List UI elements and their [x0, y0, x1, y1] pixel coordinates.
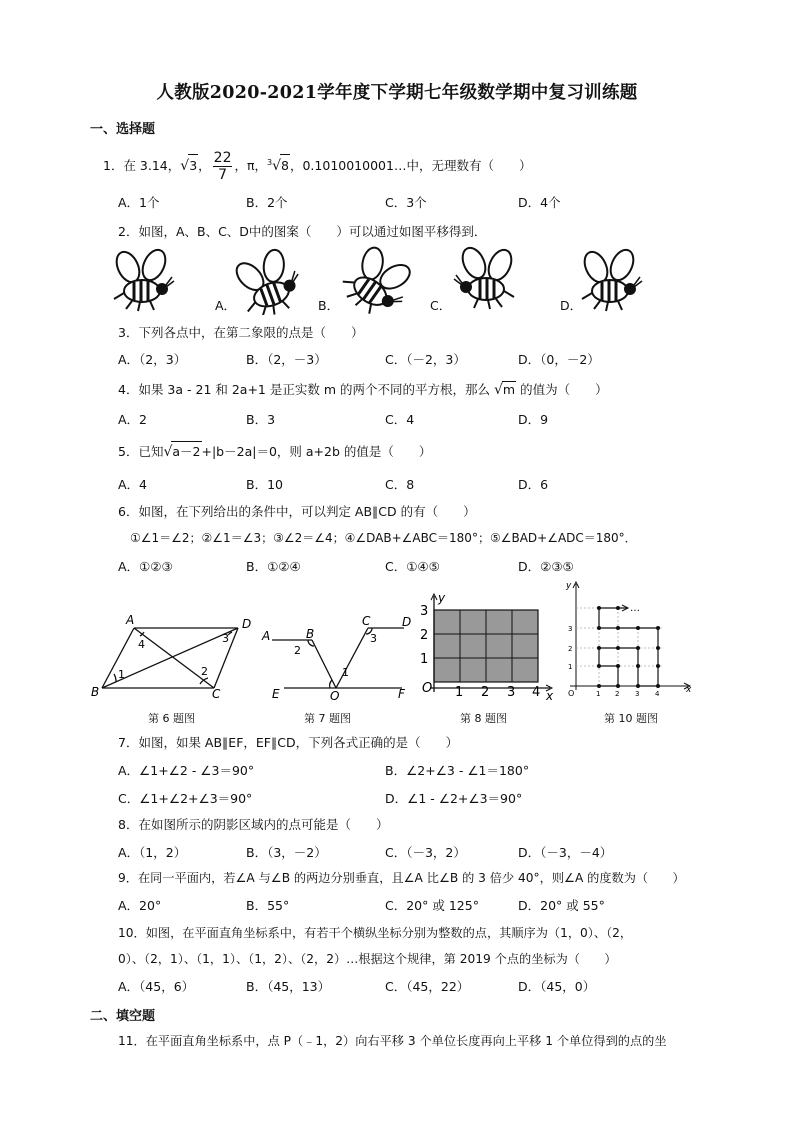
fig6-angle-2: 2 [201, 665, 208, 678]
q5-tail: ，则 a+2b 的值是（ ） [276, 444, 432, 459]
q9-option-b: B．55° [246, 898, 290, 913]
q4-option-d: D．9 [518, 412, 549, 427]
q4-option-c: C．4 [385, 412, 415, 427]
q1-fraction [213, 150, 233, 183]
q2-label-c: C． [430, 298, 452, 313]
fig8-xtick-1: 1 [455, 685, 464, 700]
fig10-ytick-2: 2 [568, 645, 573, 653]
question-1: 1．在 3.14，√3， $\frac{22}{7}$ ，π，$^3$√8，0.1010010001…中，无理数有（ ） [103, 150, 532, 183]
fig6-label-a: A [126, 613, 135, 627]
section-heading-choice: 一、选择题 [90, 122, 156, 137]
fig7-angle-3: 3 [370, 632, 377, 645]
question-3: 3．下列各点中，在第二象限的点是（ ） [118, 325, 364, 340]
fig8-xtick-4: 4 [532, 685, 541, 700]
figure-7 [258, 610, 418, 702]
q9-option-a: A．20° [118, 898, 162, 913]
fig8-ytick-1: 1 [420, 652, 429, 667]
q2-bee-figures [100, 245, 700, 315]
fig7-label-e: E [272, 687, 280, 701]
question-10-line-2: 0）、（2，1）、（1，1）、（1，2）、（2，2）…根据这个规律，第 2019 个点的坐标为（ ） [118, 952, 617, 966]
q8-option-a: A．（1，2） [118, 845, 187, 860]
fig10-caption: 第 10 题图 [604, 712, 658, 725]
q1-tail: ，0.1010010001…中，无理数有（ ） [289, 158, 532, 173]
q1-cube-index: 3 [267, 157, 273, 167]
q1-cbrt8: 8 [280, 154, 290, 177]
fig6-angle-1: 1 [118, 668, 125, 681]
q3-option-c: C．（－2，3） [385, 352, 466, 367]
q8-option-b: B．（3，－2） [246, 845, 327, 860]
q4-sqrt-m: m [502, 382, 516, 397]
q7-option-a: A．∠1+∠2 - ∠3＝90° [118, 763, 255, 778]
question-2: 2．如图，A、B、C、D中的图案（ ）可以通过如图平移得到． [118, 224, 487, 239]
q8-option-c: C．（－3，2） [385, 845, 466, 860]
q1-fraction-den: 7 [218, 167, 228, 183]
q3-option-b: B．（2，－3） [246, 352, 327, 367]
fig6-label-c: C [212, 687, 221, 701]
fig10-xtick-2: 2 [615, 690, 620, 698]
q1-mid: ，π， [234, 158, 268, 173]
fig10-ytick-1: 1 [568, 663, 573, 671]
question-9: 9．在同一平面内，若∠A 与∠B 的两边分别垂直，且∠A 比∠B 的 3 倍少 40°，则∠A 的度数为（ ） [118, 871, 685, 885]
q1-option-b: B．2个 [246, 195, 288, 210]
q9-option-c: C．20° 或 125° [385, 898, 479, 913]
fig8-y-label: y [438, 592, 446, 605]
bee-option-b-icon [334, 245, 422, 315]
question-7: 7．如图，如果 AB∥EF，EF∥CD，下列各式正确的是（ ） [118, 735, 459, 750]
q4-option-b: B．3 [246, 412, 276, 427]
q7-option-c: C．∠1+∠2+∠3＝90° [118, 791, 253, 806]
q1-option-a: A．1个 [118, 195, 160, 210]
q10-option-b: B．（45，13） [246, 979, 331, 994]
q5-prefix: 5．已知 [118, 444, 164, 459]
bee-original-icon [112, 246, 174, 311]
q6-option-b: B．①②④ [246, 559, 301, 574]
fig7-label-o: O [330, 689, 340, 702]
q5-option-a: A．4 [118, 477, 148, 492]
section-heading-fill: 二、填空题 [90, 1009, 156, 1024]
q4-tail: 的值为（ ） [520, 382, 608, 397]
fig7-caption: 第 7 题图 [304, 712, 351, 725]
q1-option-c: C．3个 [385, 195, 427, 210]
q1-fraction-num: 22 [213, 150, 232, 166]
q6-option-d: D．②③⑤ [518, 559, 574, 574]
fig6-angle-3: 3 [222, 632, 229, 645]
fig10-xtick-4: 4 [655, 690, 660, 698]
page-title: 人教版2020-2021学年度下学期七年级数学期中复习训练题 [156, 83, 638, 103]
q10-option-a: A．（45，6） [118, 979, 195, 994]
q3-option-a: A．（2，3） [118, 352, 187, 367]
fig7-label-d: D [402, 615, 412, 629]
q4-option-a: A．2 [118, 412, 148, 427]
q10-option-c: C．（45，22） [385, 979, 470, 994]
q7-option-d: D．∠1 - ∠2+∠3＝90° [385, 791, 523, 806]
question-8: 8．在如图所示的阴影区域内的点可能是（ ） [118, 817, 389, 832]
bee-option-c-icon [454, 245, 516, 309]
question-5: 5．已知√a－2+|b－2a|＝0，则 a+2b 的值是（ ） [118, 441, 431, 460]
question-11: 11．在平面直角坐标系中，点 P（﹣1，2）向右平移 3 个单位长度再向上平移 1 个单位得到的点的坐 [118, 1034, 667, 1048]
fig8-ytick-2: 2 [420, 628, 429, 643]
fig10-xtick-3: 3 [635, 690, 640, 698]
fig7-label-a: A [262, 629, 271, 643]
q6-option-a: A．①②③ [118, 559, 173, 574]
q4-prefix: 4．如果 3a - 21 和 2a+1 是正实数 m 的两个不同的平方根，那么 [118, 382, 490, 397]
q10-option-d: D．（45，0） [518, 979, 596, 994]
q2-label-a: A． [215, 298, 237, 313]
q6-conditions: ①∠1＝∠2；②∠1＝∠3；③∠2＝∠4；④∠DAB+∠ABC＝180°；⑤∠BAD+∠ADC＝180°． [130, 531, 637, 545]
bee-option-a-icon [228, 245, 308, 315]
question-6: 6．如图，在下列给出的条件中，可以判定 AB∥CD 的有（ ） [118, 504, 476, 519]
fig6-label-b: B [91, 685, 100, 699]
fig7-label-f: F [398, 687, 405, 701]
q2-label-d: D． [560, 298, 583, 313]
fig10-origin: O [568, 689, 575, 698]
q1-option-d: D．4个 [518, 195, 561, 210]
fig10-x-label: x [686, 685, 692, 695]
q1-sep: ， [198, 158, 211, 173]
bee-option-d-icon [580, 246, 642, 311]
q5-option-b: B．10 [246, 477, 283, 492]
fig8-x-label: x [546, 689, 554, 702]
fig10-ytick-3: 3 [568, 625, 573, 633]
figure-6 [88, 610, 258, 702]
q7-option-b: B．∠2+∠3 - ∠1＝180° [385, 763, 530, 778]
q2-label-b: B． [318, 298, 340, 313]
fig10-xtick-1: 1 [596, 690, 601, 698]
fig8-xtick-3: 3 [507, 685, 516, 700]
q5-sqrt: a－2 [171, 441, 201, 460]
figure-8 [416, 592, 560, 702]
fig8-xtick-2: 2 [481, 685, 490, 700]
fig7-angle-2: 2 [294, 644, 301, 657]
q9-option-d: D．20° 或 55° [518, 898, 605, 913]
fig8-ytick-3: 3 [420, 604, 429, 619]
fig7-label-b: B [306, 627, 315, 641]
question-10-line-1: 10．如图，在平面直角坐标系中，有若干个横纵坐标分别为整数的点，其顺序为（1，0）、（2， [118, 926, 633, 940]
fig10-continuation-dots: … [630, 603, 640, 614]
fig10-path [599, 608, 658, 686]
fig6-caption: 第 6 题图 [148, 712, 195, 725]
q5-option-d: D．6 [518, 477, 549, 492]
fig7-angle-1: 1 [342, 666, 349, 679]
q1-sqrt3: 3 [188, 154, 198, 177]
q3-option-d: D．（0，－2） [518, 352, 600, 367]
fig7-label-c: C [362, 614, 371, 628]
figure-10 [562, 578, 698, 702]
fig6-angle-4: 4 [138, 638, 145, 651]
q1-prefix: 1．在 3.14， [103, 158, 181, 173]
q5-abs: +|b－2a|＝0 [201, 444, 277, 459]
q8-option-d: D．（－3，－4） [518, 845, 613, 860]
q6-option-c: C．①④⑤ [385, 559, 440, 574]
q5-option-c: C．8 [385, 477, 415, 492]
fig8-origin: O [422, 681, 433, 696]
fig8-caption: 第 8 题图 [460, 712, 507, 725]
fig6-label-d: D [242, 617, 252, 631]
fig10-y-label: y [566, 581, 572, 591]
question-4: 4．如果 3a - 21 和 2a+1 是正实数 m 的两个不同的平方根，那么 √m 的值为（ ） [118, 382, 608, 398]
